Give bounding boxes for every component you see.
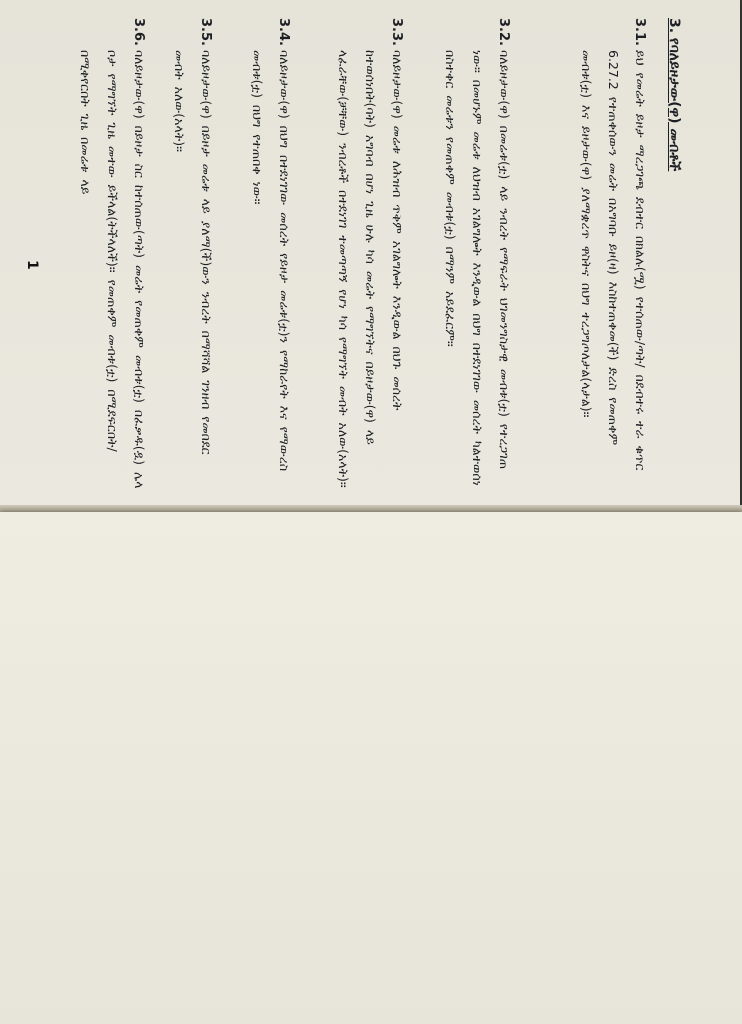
para-3-4: ባለይዞታው(ዋ) በህግ በተደነገገው መሰረት የይዞታ መሬቱ(ቷ)ን የማከራየት እና የማውረስ መብቱ(ቷ) በህግ የተጠበቀ ነው። <box>250 50 292 472</box>
para-3-6: ባለይዞታው(ዋ) በይዞታ ስር ከተሰጠው(ጣት) መሬት የመጠቀም መብቱ(ቷ) በፈቃዱ(ዷ) ሌላ ቦታ የማግኘት ጊዜ መተው ይችላል(ትችላለች)። የመጠቀም መብቱ(ቷ) በሚደፍርበት/በሚቀየርበት ጊዜ በመሬቱ ላይ <box>78 50 147 489</box>
para-3-1: ይህ የመሬት ይዞታ ማረጋገጫ ደብተር በክልሉ(ሟ) የተሰጠው/ጣት/ በደብተሩ ተራ ቁጥር 6.27.2 የተጠቀሰውን መሬት በአግባቡ ይዞ(ዛ) እስከተጠቀመ(ች) ድረስ የመጠቀም መብቱ(ቷ) እና ይዞታው(ዋ) ያለማቋረጥ ዋስትና በህግ ተረጋግጦለታል(ላታል)። <box>579 50 648 471</box>
para-3-3-num: 3.3. <box>389 18 404 46</box>
left-page <box>0 512 742 1024</box>
para-3-6-num: 3.6. <box>131 18 146 46</box>
para-3-1-num: 3.1. <box>632 18 647 46</box>
para-3-3: ባለይዞታው(ዋ) መሬቱ ለሕዝብ ጥቅም አገልግሎት እንዲውል በህጉ መሰረት ከተወሰነበት(ባት) አግባብ በሆነ ጊዜ ሁሉ ካሳ መሬት የማግኘትና በይዞታው(ዋ) ላይ ላፈራቸው(ቻቸው) ንብረቶች በተደነገገ ተመጣጣኝ የሆነ ካሳ የማግኘት መብት አለው(አላት)። <box>336 50 405 488</box>
section-3-title: 3. የባለይዞታው(ዋ) መብቶች <box>666 18 682 172</box>
para-3-5-num: 3.5. <box>198 18 213 46</box>
para-3-5: ባለይዞታው(ዋ) በይዞታ መሬቱ ላይ ያለማ(ች)ውን ንብረት በማሻሻል ገንዘብ የመበደር መብት አለው(አላት)። <box>172 50 214 455</box>
page-number: 1 <box>24 260 40 270</box>
right-page-content <box>0 0 740 512</box>
para-3-2-num: 3.2. <box>496 18 511 46</box>
para-3-4-num: 3.4. <box>276 18 291 46</box>
para-3-2: ባለይዞታው(ዋ) በመሬቱ(ቷ) ላይ ንብረት የማፍራት ህገመንግስታዊ መብቱ(ቷ) የተረጋገጠ ነው። በመሆኑም መሬቱ ለህዝብ አገልግሎት እንዲውል በህግ በተደነገገው መሰረት ካልተወሰነ በስተቀር መሬቱን የመጠቀም መብቱ(ቷ) በማንም አይደፈርም። <box>443 50 512 486</box>
